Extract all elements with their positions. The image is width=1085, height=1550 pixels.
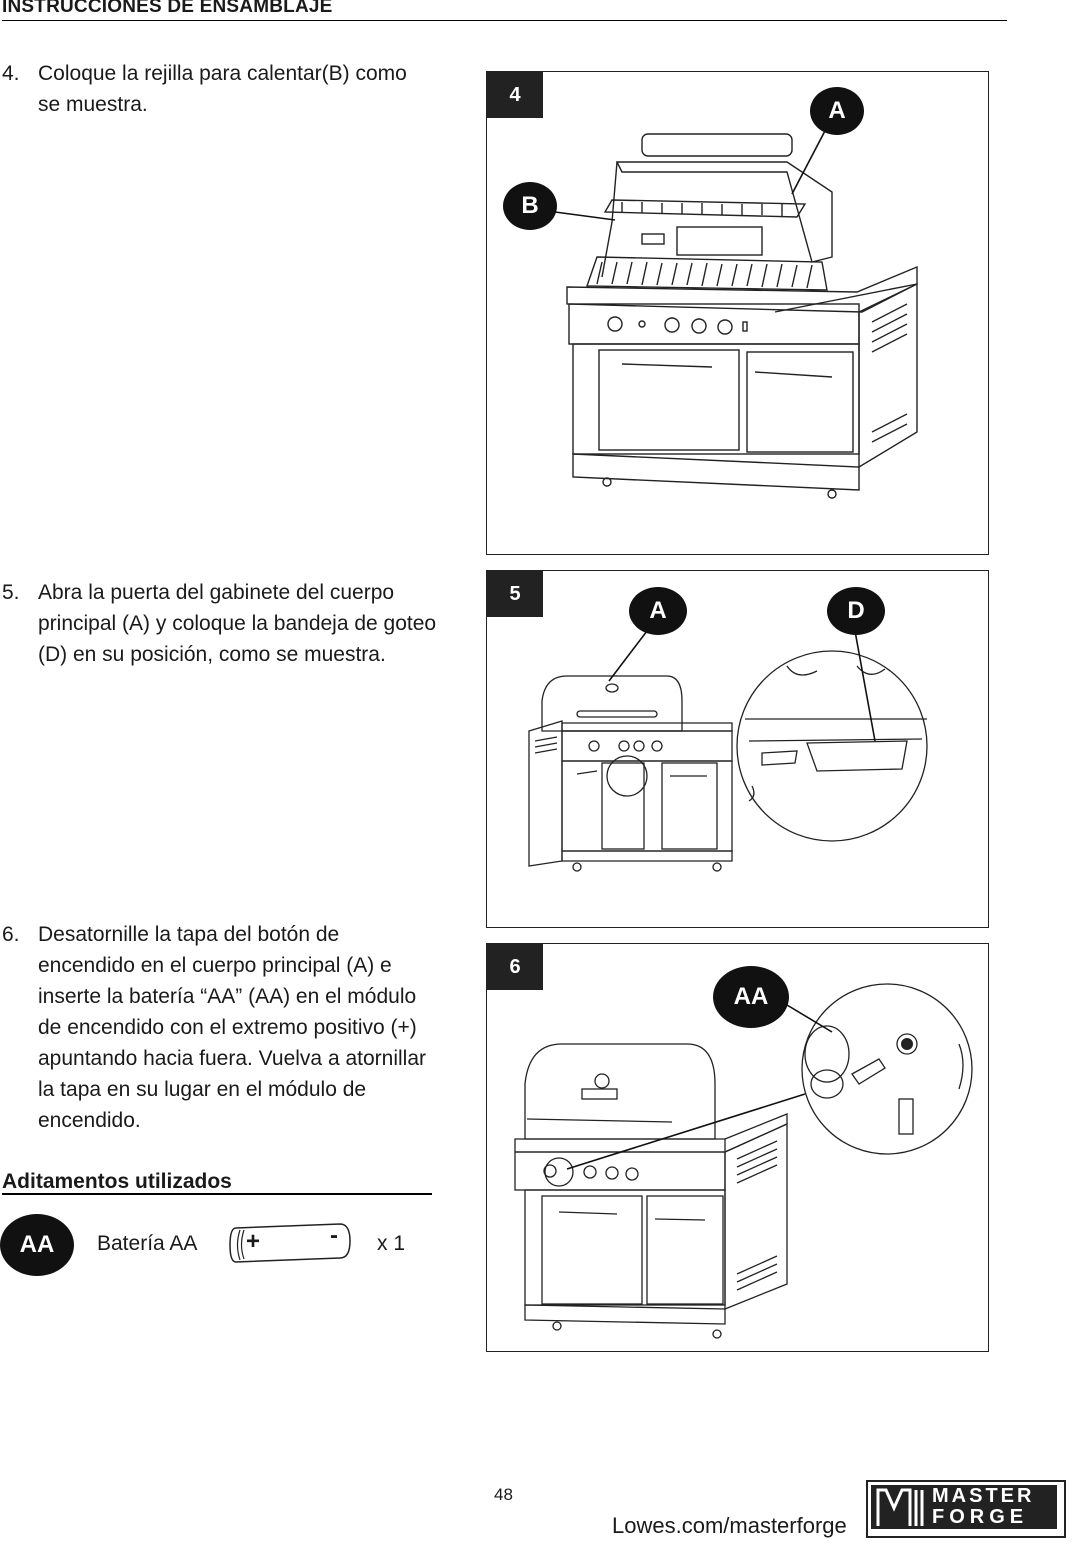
part-quantity: x 1 xyxy=(377,1232,406,1255)
figure-4-panel xyxy=(486,71,989,555)
logo-text-line1: MASTER xyxy=(932,1485,1035,1507)
figure-tag: 5 xyxy=(487,571,543,617)
callout-aa: AA xyxy=(713,966,789,1028)
parts-section-rule xyxy=(2,1193,432,1195)
callout-a: A xyxy=(810,87,864,135)
step-text: Abra la puerta del gabinete del cuerpo principal (A) y coloque la bandeja de goteo (D) en su posición, como se muestra. xyxy=(38,581,437,666)
footer-url[interactable]: Lowes.com/masterforge xyxy=(612,1513,847,1538)
part-name: Batería AA xyxy=(97,1232,198,1255)
parts-section-title: Aditamentos utilizados xyxy=(2,1170,232,1193)
step-number: 5. xyxy=(2,581,20,604)
figure-tag: 6 xyxy=(487,944,543,990)
logo-text-line2: FORGE xyxy=(932,1506,1029,1528)
battery-icon xyxy=(228,1220,354,1264)
callout-d: D xyxy=(827,587,885,635)
figure-5-panel xyxy=(486,570,989,928)
battery-minus-label: - xyxy=(330,1222,338,1249)
step-5 xyxy=(2,577,452,707)
logo-emblem-icon xyxy=(876,1488,926,1528)
battery-plus-label: + xyxy=(246,1228,261,1255)
step-text: Desatornille la tapa del botón de encendido en el cuerpo principal (A) e inserte la batería “AA” (AA) en el módulo de encendido con el extremo positivo (+) apuntando hacia fuera. Vuelva a atornillar la tapa en su lugar en el módulo de encendido. xyxy=(38,923,426,1132)
part-badge-aa: AA xyxy=(0,1214,74,1276)
page-number: 48 xyxy=(494,1485,513,1504)
step-4 xyxy=(2,58,452,128)
step-text: Coloque la rejilla para calentar(B) como se muestra. xyxy=(38,62,407,116)
step-number: 6. xyxy=(2,923,20,946)
header-rule xyxy=(2,20,1007,21)
masterforge-logo xyxy=(866,1480,1066,1538)
callout-a: A xyxy=(629,587,687,635)
figure-tag: 4 xyxy=(487,72,543,118)
grill-with-warming-rack-illustration xyxy=(487,72,990,556)
step-number: 4. xyxy=(2,62,20,85)
step-6 xyxy=(2,919,452,1139)
grill-drip-tray-illustration xyxy=(487,571,990,929)
callout-b: B xyxy=(503,182,557,230)
page-header-title: INSTRUCCIONES DE ENSAMBLAJE xyxy=(2,0,333,17)
figure-6-panel xyxy=(486,943,989,1352)
